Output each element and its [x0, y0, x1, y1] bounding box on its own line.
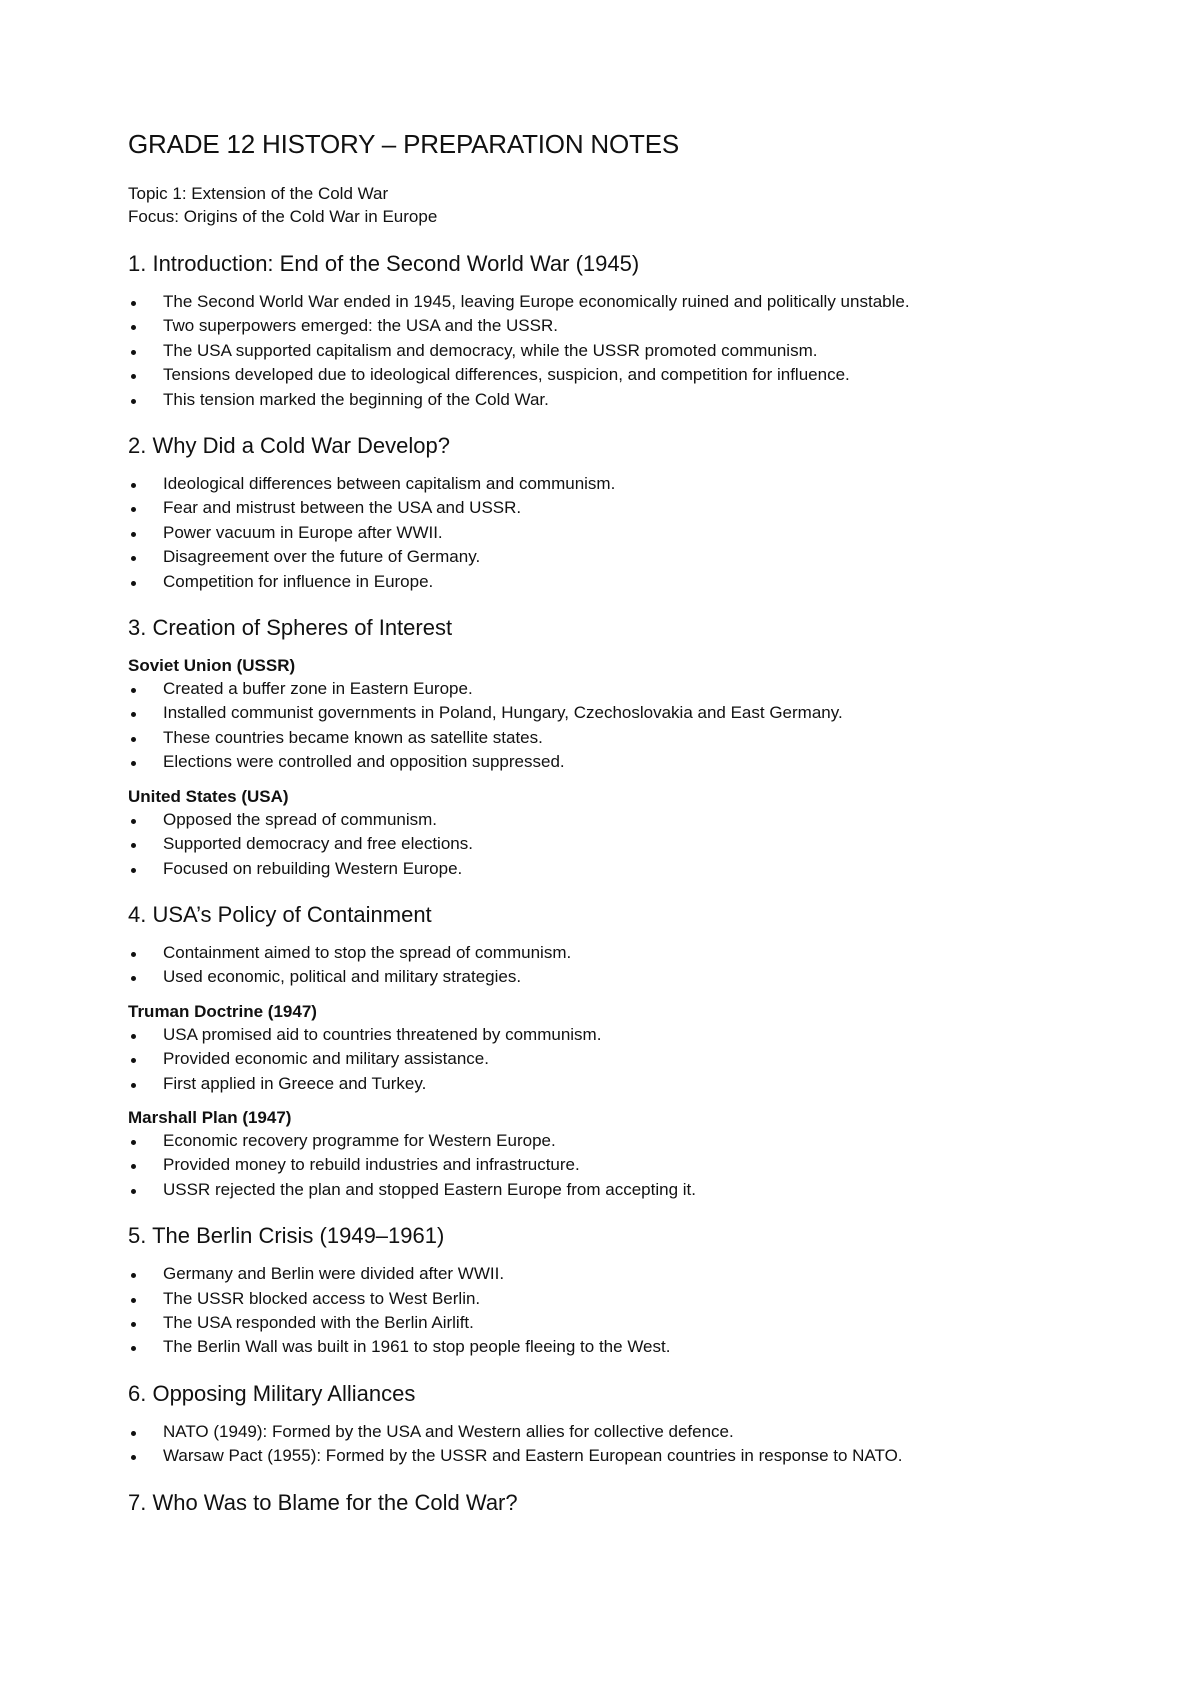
bullet-group	[128, 654, 1088, 775]
bullet-list	[128, 677, 1088, 775]
topic-line: Topic 1: Extension of the Cold War	[128, 184, 389, 203]
subheading: United States (USA)	[128, 786, 289, 806]
list-item: Provided money to rebuild industries and infrastructure.	[128, 1153, 1088, 1177]
list-item: Disagreement over the future of Germany.	[128, 545, 1088, 569]
section-3	[128, 614, 1088, 881]
list-item: Containment aimed to stop the spread of communism.	[128, 941, 1088, 965]
list-item: Tensions developed due to ideological differences, suspicion, and competition for influence.	[128, 363, 1088, 387]
section-heading: 5. The Berlin Crisis (1949–1961)	[128, 1223, 445, 1249]
list-item: Provided economic and military assistance.	[128, 1047, 1088, 1071]
document-title: GRADE 12 HISTORY – PREPARATION NOTES	[128, 129, 679, 159]
list-item: Elections were controlled and opposition suppressed.	[128, 750, 1088, 774]
section-heading: 2. Why Did a Cold War Develop?	[128, 433, 450, 459]
bullet-group	[128, 472, 1088, 594]
list-item: USSR rejected the plan and stopped Eastern Europe from accepting it.	[128, 1178, 1088, 1202]
list-item: Warsaw Pact (1955): Formed by the USSR and Eastern European countries in response to NATO.	[128, 1444, 1088, 1468]
list-item: These countries became known as satellite states.	[128, 726, 1088, 750]
bullet-list	[128, 472, 1088, 594]
list-item: NATO (1949): Formed by the USA and Western allies for collective defence.	[128, 1420, 1088, 1444]
focus-line: Focus: Origins of the Cold War in Europe	[128, 207, 438, 226]
bullet-group	[128, 1262, 1088, 1360]
bullet-group	[128, 941, 1088, 990]
subheading: Marshall Plan (1947)	[128, 1107, 292, 1127]
list-item: This tension marked the beginning of the Cold War.	[128, 388, 1088, 412]
list-item: Two superpowers emerged: the USA and the USSR.	[128, 314, 1088, 338]
bullet-group	[128, 1000, 1088, 1096]
section-2	[128, 432, 1088, 594]
document-meta	[128, 182, 1088, 228]
list-item: Created a buffer zone in Eastern Europe.	[128, 677, 1088, 701]
list-item: Used economic, political and military strategies.	[128, 965, 1088, 989]
bullet-group	[128, 1420, 1088, 1469]
section-7	[128, 1489, 1088, 1517]
bullet-list	[128, 1420, 1088, 1469]
subheading: Soviet Union (USSR)	[128, 656, 296, 676]
subheading: Truman Doctrine (1947)	[128, 1001, 317, 1021]
list-item: First applied in Greece and Turkey.	[128, 1072, 1088, 1096]
bullet-group	[128, 785, 1088, 881]
bullet-list	[128, 1129, 1088, 1202]
list-item: Ideological differences between capitalism and communism.	[128, 472, 1088, 496]
bullet-list	[128, 808, 1088, 881]
sections-container	[128, 250, 1088, 1517]
section-heading: 6. Opposing Military Alliances	[128, 1380, 416, 1406]
bullet-list	[128, 1023, 1088, 1096]
list-item: Germany and Berlin were divided after WWII.	[128, 1262, 1088, 1286]
list-item: The Second World War ended in 1945, leaving Europe economically ruined and politically unstable.	[128, 290, 1088, 314]
list-item: Fear and mistrust between the USA and USSR.	[128, 496, 1088, 520]
bullet-list	[128, 290, 1088, 412]
list-item: The USA responded with the Berlin Airlift.	[128, 1311, 1088, 1335]
section-6	[128, 1380, 1088, 1469]
list-item: Economic recovery programme for Western Europe.	[128, 1129, 1088, 1153]
list-item: Competition for influence in Europe.	[128, 570, 1088, 594]
section-heading: 4. USA’s Policy of Containment	[128, 901, 432, 927]
section-1	[128, 250, 1088, 412]
bullet-list	[128, 1262, 1088, 1360]
bullet-list	[128, 941, 1088, 990]
bullet-group	[128, 290, 1088, 412]
section-5	[128, 1222, 1088, 1360]
list-item: Installed communist governments in Poland, Hungary, Czechoslovakia and East Germany.	[128, 701, 1088, 725]
list-item: The Berlin Wall was built in 1961 to stop people fleeing to the West.	[128, 1335, 1088, 1359]
section-heading: 7. Who Was to Blame for the Cold War?	[128, 1489, 518, 1515]
section-heading: 1. Introduction: End of the Second World War (1945)	[128, 251, 640, 276]
document-page	[128, 128, 1088, 1537]
list-item: Supported democracy and free elections.	[128, 832, 1088, 856]
list-item: The USSR blocked access to West Berlin.	[128, 1287, 1088, 1311]
list-item: Power vacuum in Europe after WWII.	[128, 521, 1088, 545]
bullet-group	[128, 1106, 1088, 1202]
list-item: Focused on rebuilding Western Europe.	[128, 857, 1088, 881]
section-heading: 3. Creation of Spheres of Interest	[128, 615, 453, 641]
list-item: Opposed the spread of communism.	[128, 808, 1088, 832]
section-4	[128, 901, 1088, 1202]
list-item: The USA supported capitalism and democracy, while the USSR promoted communism.	[128, 339, 1088, 363]
list-item: USA promised aid to countries threatened by communism.	[128, 1023, 1088, 1047]
